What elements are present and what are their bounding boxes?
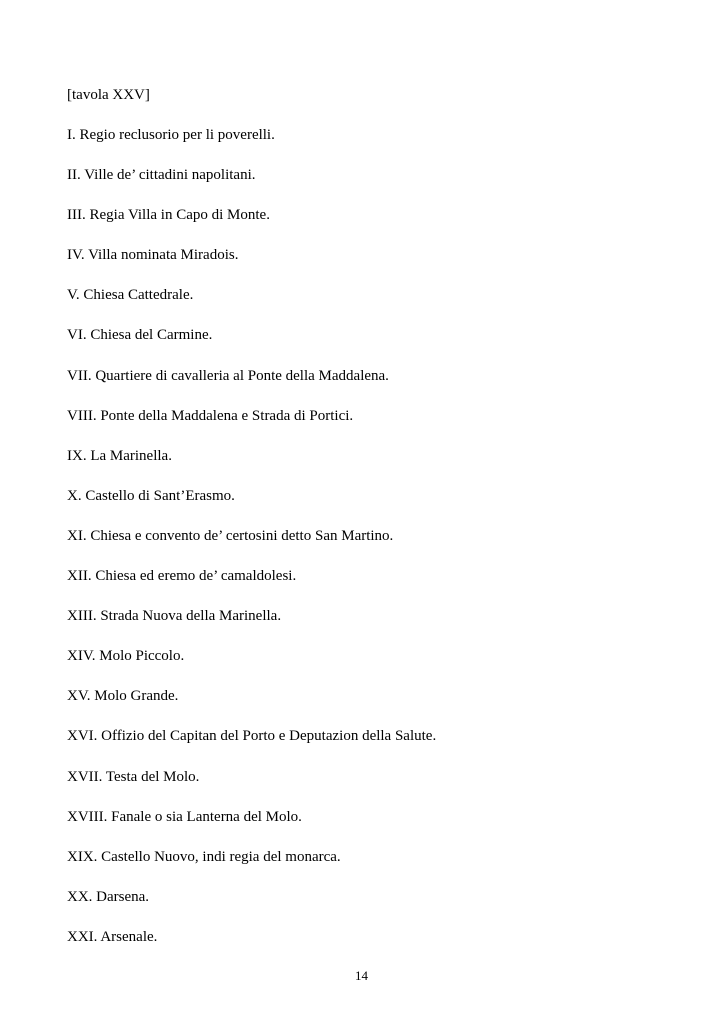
legend-entry: XIII. Strada Nuova della Marinella.: [67, 608, 282, 625]
legend-entry: XVIII. Fanale o sia Lanterna del Molo.: [67, 808, 302, 825]
legend-entry: II. Ville de’ cittadini napolitani.: [67, 167, 256, 184]
legend-entry: XIX. Castello Nuovo, indi regia del monarca.: [67, 848, 341, 865]
legend-entry: IX. La Marinella.: [67, 447, 172, 464]
legend-entry: XV. Molo Grande.: [67, 688, 179, 705]
legend-entry: XX. Darsena.: [67, 888, 150, 905]
plate-legend-list: [67, 126, 436, 968]
legend-entry: XIV. Molo Piccolo.: [67, 648, 185, 665]
legend-entry: I. Regio reclusorio per li poverelli.: [67, 127, 275, 143]
legend-entry: XVI. Offizio del Capitan del Porto e Deputazion della Salute.: [67, 728, 437, 745]
legend-entry: XXI. Arsenale.: [67, 928, 158, 945]
legend-entry: VIII. Ponte della Maddalena e Strada di Portici.: [67, 407, 354, 424]
page-number: 14: [355, 968, 368, 983]
legend-entry: XI. Chiesa e convento de’ certosini detto San Martino.: [67, 527, 394, 544]
legend-entry: V. Chiesa Cattedrale.: [67, 287, 194, 304]
legend-entry: X. Castello di Sant’Erasmo.: [67, 487, 235, 504]
legend-entry: III. Regia Villa in Capo di Monte.: [67, 207, 270, 224]
legend-entry: IV. Villa nominata Miradois.: [67, 247, 239, 264]
legend-entry: VII. Quartiere di cavalleria al Ponte della Maddalena.: [67, 367, 389, 384]
plate-heading: [tavola XXV]: [67, 87, 150, 103]
legend-entry: XII. Chiesa ed eremo de’ camaldolesi.: [67, 568, 297, 585]
legend-entry: VI. Chiesa del Carmine.: [67, 327, 213, 344]
legend-entry: XVII. Testa del Molo.: [67, 768, 200, 785]
